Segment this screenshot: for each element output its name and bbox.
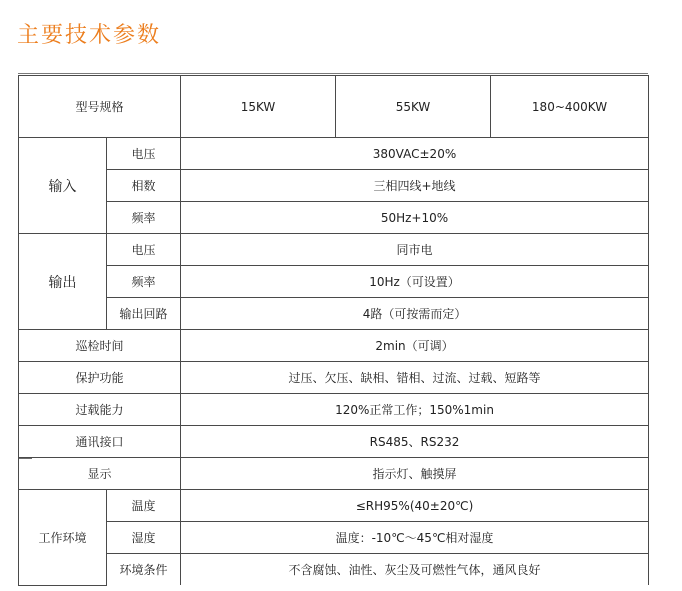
- overload-value: 120%正常工作；150%1min: [181, 394, 649, 426]
- env-conditions-row: [19, 554, 649, 586]
- overload-label: 过载能力: [19, 394, 181, 426]
- input-voltage-label: 电压: [107, 138, 181, 170]
- input-phases-row: [19, 170, 649, 202]
- environment-group-label: 工作环境: [19, 490, 107, 586]
- communication-label: 通讯接口: [19, 426, 181, 458]
- communication-value: RS485、RS232: [181, 426, 649, 458]
- overload-row: [19, 394, 649, 426]
- model-180-400kw: 180~400KW: [491, 76, 649, 138]
- protection-label: 保护功能: [19, 362, 181, 394]
- parameters-table: [18, 75, 649, 586]
- model-55kw: 55KW: [336, 76, 491, 138]
- display-row: [19, 458, 649, 490]
- model-spec-row: [19, 76, 649, 138]
- env-humidity-value: 温度：-10℃～45℃相对湿度: [181, 522, 649, 554]
- output-frequency-row: [19, 266, 649, 298]
- output-circuit-row: [19, 298, 649, 330]
- inspection-time-value: 2min（可调）: [181, 330, 649, 362]
- input-phases-label: 相数: [107, 170, 181, 202]
- output-frequency-label: 频率: [107, 266, 181, 298]
- env-conditions-label: 环境条件: [107, 554, 181, 586]
- input-frequency-row: [19, 202, 649, 234]
- display-label: 显示: [19, 458, 181, 490]
- input-frequency-value: 50Hz+10%: [181, 202, 649, 234]
- inspection-time-row: [19, 330, 649, 362]
- output-circuit-label: 输出回路: [107, 298, 181, 330]
- output-frequency-value: 10Hz（可设置）: [181, 266, 649, 298]
- communication-row: [19, 426, 649, 458]
- display-value: 指示灯、触摸屏: [181, 458, 649, 490]
- output-circuit-value: 4路（可按需而定）: [181, 298, 649, 330]
- input-frequency-label: 频率: [107, 202, 181, 234]
- output-group-label: 输出: [19, 234, 107, 330]
- top-rule: [18, 73, 648, 74]
- env-temperature-label: 温度: [107, 490, 181, 522]
- model-15kw: 15KW: [181, 76, 336, 138]
- input-group-label: 输入: [19, 138, 107, 234]
- output-voltage-row: [19, 234, 649, 266]
- env-temperature-value: ≤RH95%(40±20℃): [181, 490, 649, 522]
- env-humidity-label: 湿度: [107, 522, 181, 554]
- protection-value: 过压、欠压、缺相、错相、过流、过载、短路等: [181, 362, 649, 394]
- output-voltage-value: 同市电: [181, 234, 649, 266]
- input-voltage-row: [19, 138, 649, 170]
- input-phases-value: 三相四线+地线: [181, 170, 649, 202]
- env-humidity-row: [19, 522, 649, 554]
- env-conditions-value: 不含腐蚀、油性、灰尘及可燃性气体，通风良好: [181, 554, 649, 586]
- inspection-time-label: 巡检时间: [19, 330, 181, 362]
- protection-row: [19, 362, 649, 394]
- input-voltage-value: 380VAC±20%: [181, 138, 649, 170]
- output-voltage-label: 电压: [107, 234, 181, 266]
- model-spec-label: 型号规格: [19, 76, 181, 138]
- page-title: 主要技术参数: [17, 23, 162, 48]
- env-temperature-row: [19, 490, 649, 522]
